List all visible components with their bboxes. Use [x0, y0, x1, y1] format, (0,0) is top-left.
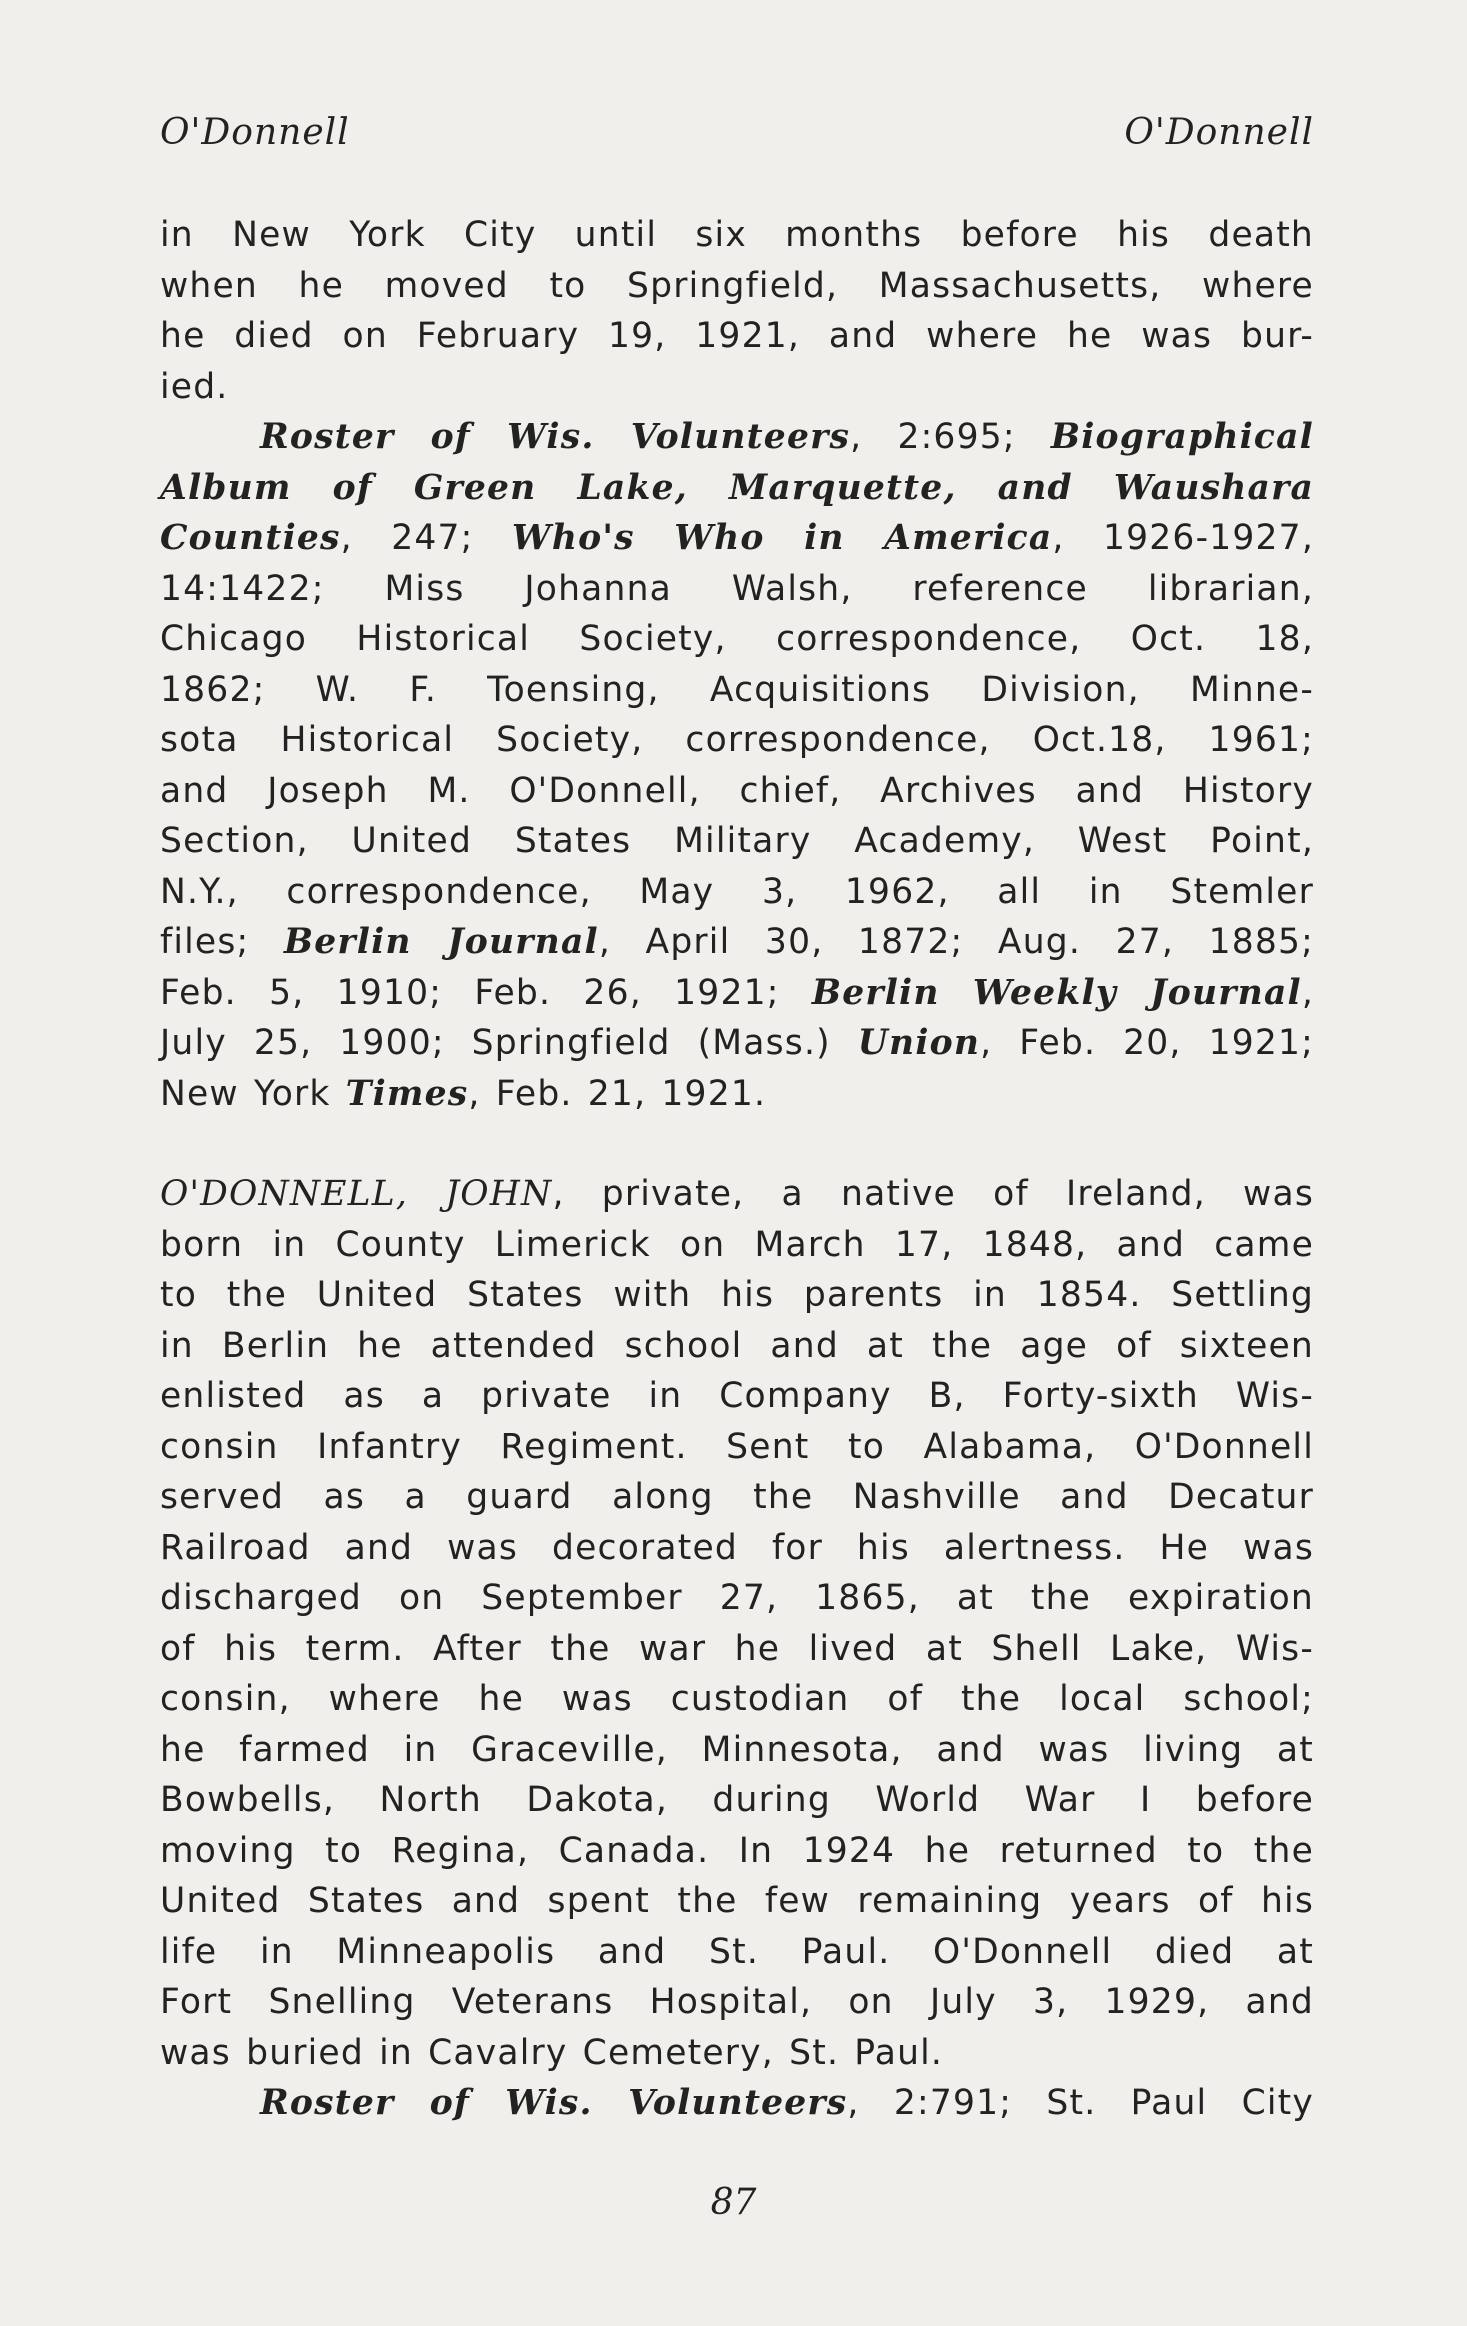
source-text: Feb. 5, 1910; Feb. 26, 1921;	[160, 972, 812, 1013]
source-text: , 2:695;	[850, 417, 1051, 457]
entry1-line: ied.	[160, 366, 229, 407]
entry2-line: consin, where he was custodian of the local school;	[160, 1679, 1314, 1719]
entry-name: O'DONNELL, JOHN	[160, 1174, 553, 1214]
entry2-line: in Berlin he attended school and at the age of sixteen	[160, 1325, 1314, 1366]
page-number: 87	[710, 2182, 757, 2223]
entry1-sources-line	[160, 1018, 1314, 1069]
entry2-line: was buried in Cavalry Cemetery, St. Paul.	[160, 2032, 944, 2073]
entry1-sources-line	[160, 412, 1314, 463]
entry1-sources-line: 14:1422; Miss Johanna Walsh, reference librarian,	[160, 568, 1314, 609]
source-title: Union	[857, 1023, 981, 1063]
source-text: , 2:791; St. Paul City	[847, 2083, 1314, 2123]
source-text: New York	[160, 1073, 346, 1114]
entry2-line: of his term. After the war he lived at Shell Lake, Wis-	[160, 1628, 1314, 1669]
entry2-line	[160, 1169, 1314, 1220]
source-text: files;	[160, 922, 284, 962]
entry-separator	[160, 1119, 1314, 1169]
entry1-line: when he moved to Springfield, Massachusetts, where	[160, 265, 1314, 306]
entry2-line: enlisted as a private in Company B, Forty-sixth Wis-	[160, 1376, 1314, 1416]
entry2-line: Bowbells, North Dakota, during World War I before	[160, 1780, 1314, 1820]
entry1-sources-line: sota Historical Society, correspondence, Oct.18, 1961;	[160, 720, 1314, 760]
entry1-sources-line	[160, 968, 1314, 1019]
source-text: , Feb. 20, 1921;	[980, 1023, 1314, 1063]
source-title: Who's Who in America	[511, 518, 1053, 558]
entry1-line: in New York City until six months before his death	[160, 215, 1314, 255]
entry2-line: he farmed in Graceville, Minnesota, and was living at	[160, 1729, 1314, 1770]
entry2-sources-line	[160, 2078, 1314, 2129]
entry2-line: served as a guard along the Nashville and Decatur	[160, 1477, 1314, 1517]
source-text: July 25, 1900; Springfield (Mass.)	[160, 1023, 858, 1063]
entry1-sources-line	[160, 513, 1314, 564]
entry2-line: to the United States with his parents in 1854. Settling	[160, 1275, 1314, 1315]
entry1-line: he died on February 19, 1921, and where he was bur-	[160, 316, 1314, 356]
entry1-sources-line: N.Y., correspondence, May 3, 1962, all in Stemler	[160, 871, 1314, 912]
source-title: Berlin Weekly Journal	[811, 972, 1302, 1013]
running-head-right: O'Donnell	[1124, 112, 1314, 153]
entry2-line: born in County Limerick on March 17, 1848, and came	[160, 1224, 1314, 1265]
body-text	[160, 210, 1314, 2129]
entry1-sources-line: and Joseph M. O'Donnell, chief, Archives and History	[160, 770, 1314, 811]
entry2-line: Fort Snelling Veterans Hospital, on July 3, 1929, and	[160, 1982, 1314, 2022]
entry2-line: United States and spent the few remaining years of his	[160, 1881, 1314, 1921]
source-text: , Feb. 21, 1921.	[468, 1073, 767, 1114]
source-title: Roster of Wis. Volunteers	[260, 2083, 848, 2123]
entry1-sources-line: Chicago Historical Society, correspondence, Oct. 18,	[160, 619, 1314, 659]
source-title: Counties	[160, 518, 341, 558]
source-title: Album of Green Lake, Marquette, and Waushara	[160, 467, 1314, 508]
entry2-line: consin Infantry Regiment. Sent to Alabama, O'Donnell	[160, 1426, 1314, 1467]
running-head-left: O'Donnell	[160, 112, 350, 153]
entry1-sources-line	[160, 1069, 1314, 1120]
entry-text: , private, a native of Ireland, was	[552, 1174, 1314, 1214]
source-text: , April 30, 1872; Aug. 27, 1885;	[598, 922, 1315, 962]
source-text: , 1926-1927,	[1052, 518, 1314, 558]
entry2-line: moving to Regina, Canada. In 1924 he returned to the	[160, 1830, 1314, 1871]
entry2-line: Railroad and was decorated for his alertness. He was	[160, 1527, 1314, 1568]
source-title: Roster of Wis. Volunteers	[260, 417, 851, 457]
source-text: ,	[1301, 972, 1314, 1013]
source-text: , 247;	[340, 518, 512, 558]
entry1-sources-line	[160, 917, 1314, 968]
entry2-line: life in Minneapolis and St. Paul. O'Donnell died at	[160, 1931, 1314, 1972]
source-title: Times	[345, 1073, 469, 1114]
entry1-sources-line: 1862; W. F. Toensing, Acquisitions Division, Minne-	[160, 669, 1314, 710]
entry2-line: discharged on September 27, 1865, at the expiration	[160, 1578, 1314, 1618]
entry1-sources-line: Section, United States Military Academy, West Point,	[160, 821, 1314, 861]
source-title: Biographical	[1050, 417, 1314, 457]
entry1-sources-line	[160, 463, 1314, 514]
source-title: Berlin Journal	[283, 922, 599, 962]
